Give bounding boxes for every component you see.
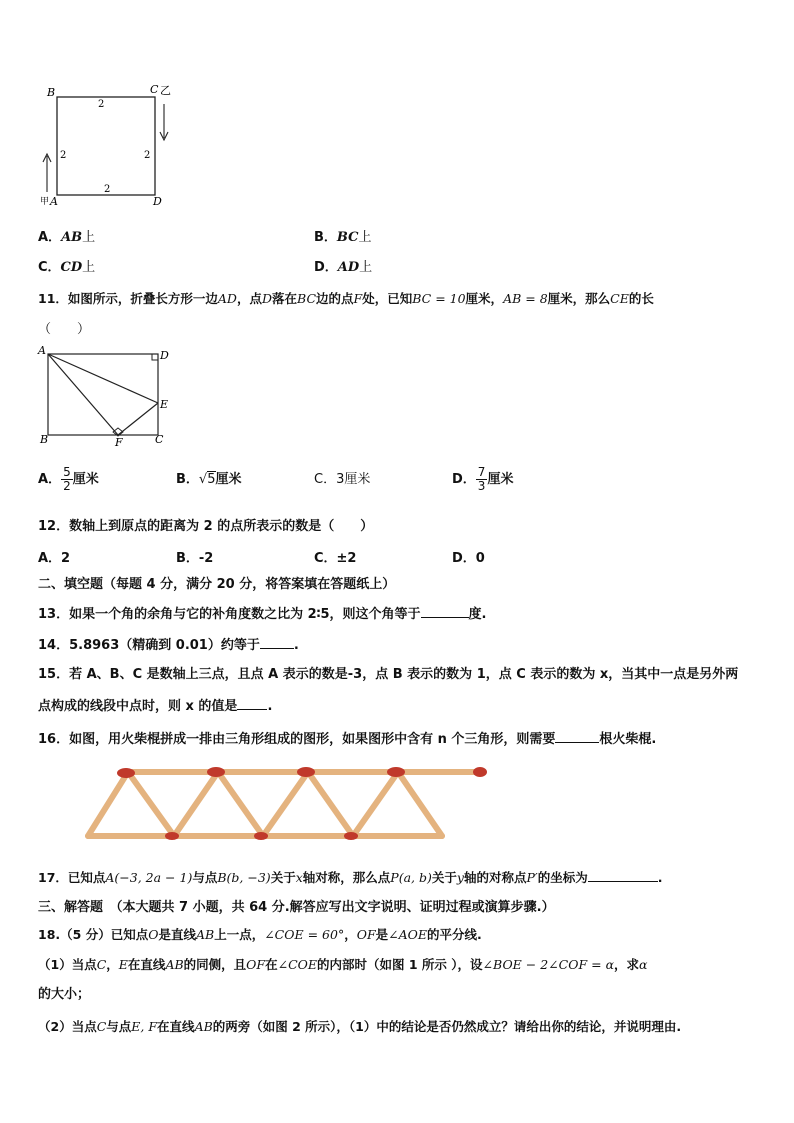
label-A: A: [38, 344, 46, 357]
q10-option-b: B．BC上: [314, 230, 372, 245]
side-right-length: 2: [144, 150, 151, 161]
label-D: D: [153, 195, 162, 208]
q12-option-c: C．±2: [314, 551, 357, 566]
matchstick-triangles-figure: [80, 758, 500, 844]
label-B: B: [40, 433, 49, 446]
matchsticks: [88, 772, 482, 836]
label-D: D: [160, 349, 169, 362]
q12-stem: 12．数轴上到原点的距离为 2 的点所表示的数是（ ）: [38, 519, 374, 534]
q12-option-b: B．-2: [176, 551, 214, 566]
segment-AF: [48, 354, 118, 435]
q18-part2: （2）当点C与点E, F在直线AB的两旁（如图 2 所示），（1）中的结论是否仍然成立？请给出你的结论，并说明理由.: [38, 1019, 682, 1034]
q18-stem: 18.（5 分）已知点O是直线AB上一点，∠COE = 60°，OF是∠AOE的平分线.: [38, 927, 482, 942]
q11-option-d: D． $\frac{7}{3}$ 厘米: [452, 465, 514, 493]
q12-option-d: D．0: [452, 551, 485, 566]
label-C: C: [150, 83, 159, 96]
side-bottom-length: 2: [104, 184, 111, 195]
q10-option-d: D．AD上: [314, 260, 373, 275]
segment-FE: [118, 403, 158, 435]
side-left-length: 2: [60, 150, 67, 161]
q17-answer-blank[interactable]: [588, 868, 658, 882]
label-C: C: [155, 433, 164, 446]
label-F: F: [115, 436, 123, 448]
q18-part1-cont: 的大小；: [38, 987, 91, 1002]
q13-answer-blank[interactable]: [421, 604, 469, 618]
q15-line2: 点构成的线段中点时，则 x 的值是 .: [38, 696, 272, 716]
label-E: E: [160, 398, 169, 411]
q18-part1: （1）当点C，E在直线AB的同侧，且OF在∠COE的内部时（如图 1 所示 ），设∠BOE − 2∠COF = α，求α: [38, 957, 648, 972]
square-path-figure: [38, 80, 188, 212]
q15-line1: 15．若 A、B、C 是数轴上三点，且点 A 表示的数是-3，点 B 表示的数为 1，点 C 表示的数为 x，当其中一点是另外两: [38, 667, 739, 682]
label-jia: 甲: [40, 197, 50, 207]
q11-option-b: B．√5厘米: [176, 472, 242, 487]
q11-paren: （ ）: [38, 322, 91, 337]
q17: 17．已知点A(−3, 2a − 1)与点B(b, −3)关于x轴对称，那么点P(a, b)关于y轴的对称点P′的坐标为 .: [38, 870, 663, 885]
q16-answer-blank[interactable]: [555, 729, 599, 743]
q11-option-a: A． $\frac{5}{2}$ 厘米: [38, 465, 99, 493]
rectangle-outline: [48, 354, 158, 435]
q13: 13．如果一个角的余角与它的补角度数之比为 2∶5，则这个角等于 度.: [38, 604, 486, 624]
q11-option-c: C．3厘米: [314, 472, 371, 487]
section-2-heading: 二、填空题（每题 4 分，满分 20 分，将答案填在答题纸上）: [38, 577, 396, 592]
side-top-length: 2: [98, 99, 105, 110]
q14-answer-blank[interactable]: [260, 635, 294, 649]
q11-stem: 11．如图所示，折叠长方形一边AD，点D落在BC边的点F处，已知BC = 10厘米，AB = 8厘米，那么CE的长: [38, 291, 654, 306]
label-A: A: [50, 195, 58, 208]
section-3-heading: 三、解答题 （本大题共 7 小题，共 64 分.解答应写出文字说明、证明过程或演算步骤.）: [38, 900, 555, 915]
square-outline: [57, 97, 155, 195]
fold-line-AE: [48, 354, 158, 403]
q16: 16．如图，用火柴棍拼成一排由三角形组成的图形，如果图形中含有 n 个三角形，则需要 根火柴棍.: [38, 729, 656, 749]
q15-answer-blank[interactable]: [237, 696, 267, 710]
folded-rectangle-figure: [36, 344, 176, 448]
label-yi: 乙: [160, 84, 171, 97]
q10-option-c: C．CD上: [38, 260, 96, 275]
right-angle-D: [152, 354, 158, 360]
q14: 14．5.8963（精确到 0.01）约等于 .: [38, 635, 299, 655]
q12-option-a: A．2: [38, 551, 71, 566]
q10-option-a: A．AB上: [38, 230, 96, 245]
label-B: B: [47, 86, 56, 99]
